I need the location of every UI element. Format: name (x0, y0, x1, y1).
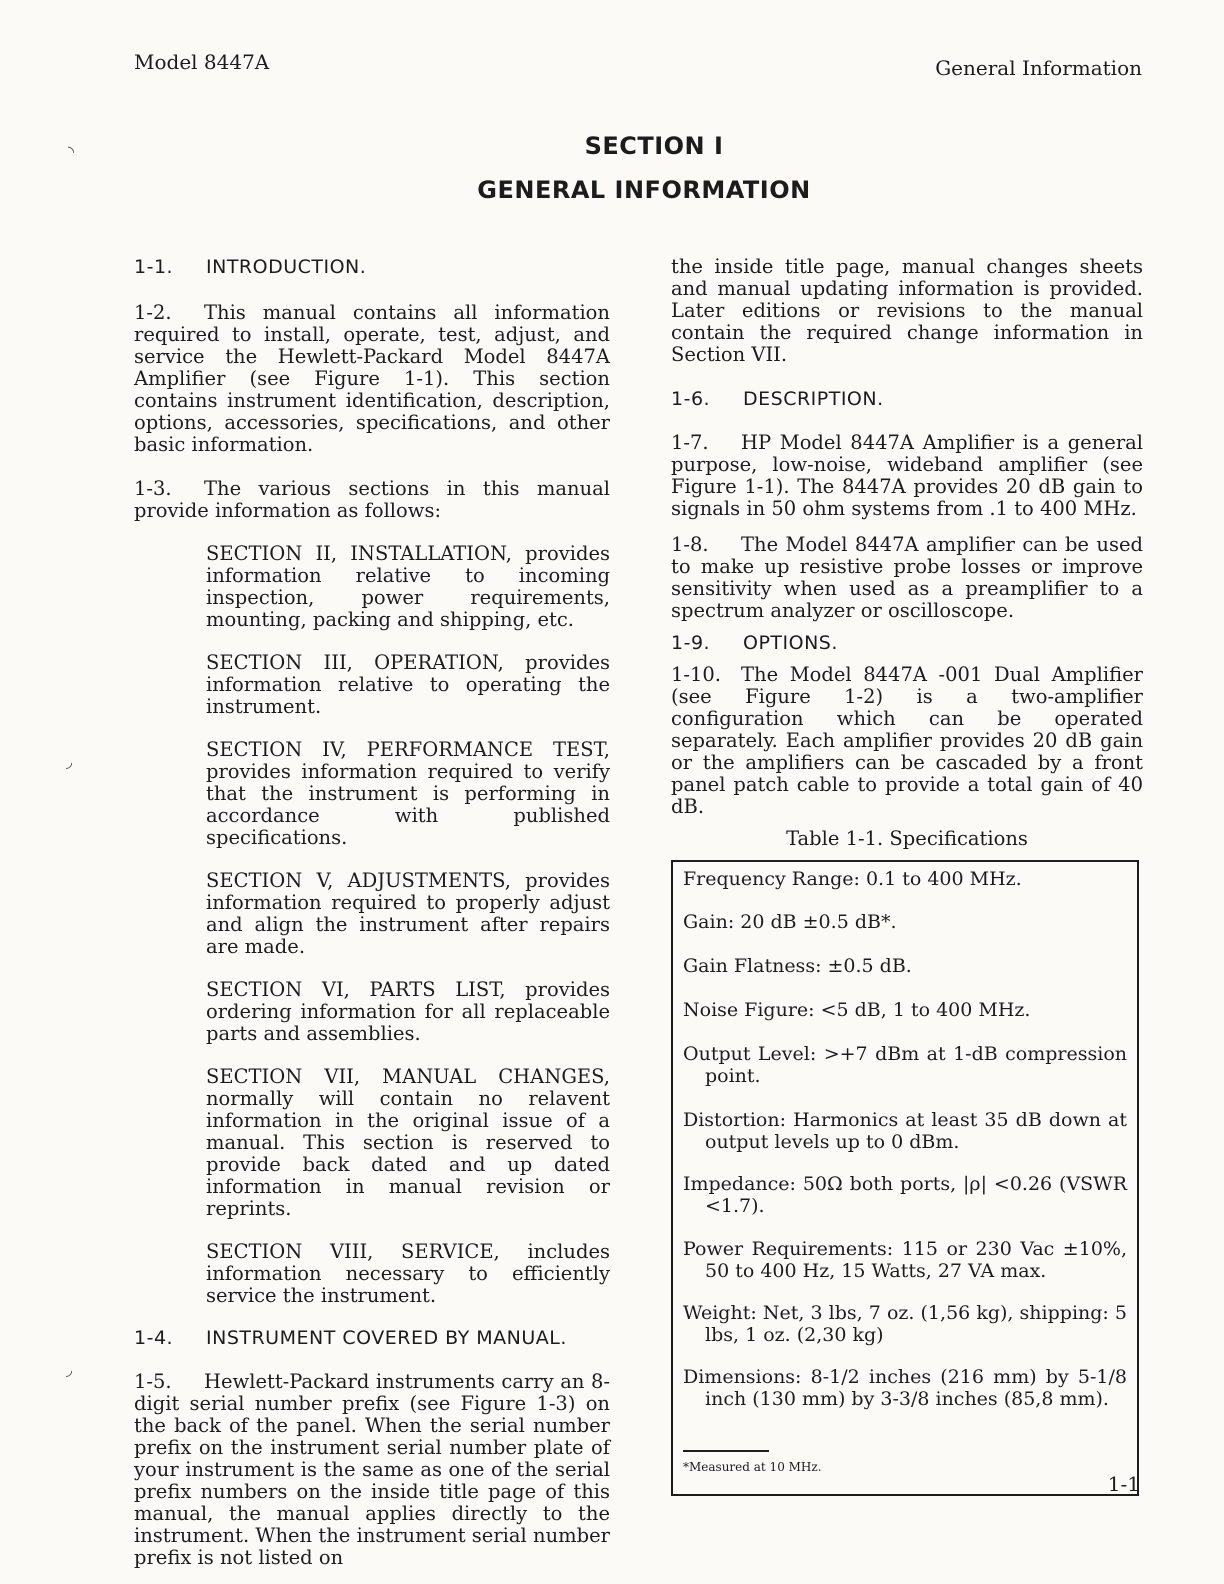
section-ii-description: SECTION II, INSTALLATION, provides information relative to incoming inspection, power requirements, mounting, packing and shipping, etc. (206, 542, 610, 631)
spec-frequency-range: Frequency Range: 0.1 to 400 MHz. (683, 868, 1022, 890)
spec-noise-figure: Noise Figure: <5 dB, 1 to 400 MHz. (683, 999, 1031, 1021)
spec-gain-flatness: Gain Flatness: ±0.5 dB. (683, 955, 912, 977)
paragraph-1-8: 1-8. The Model 8447A amplifier can be used to make up resistive probe losses or improve sensitivity when used as a preamplifier to a spectrum analyzer or oscilloscope. (671, 533, 1143, 622)
left-column (134, 256, 610, 1569)
paragraph-1-3: 1-3. The various sections in this manual provide information as follows: (134, 477, 610, 522)
spec-dimensions: Dimensions: 8-1/2 inches (216 mm) by 5-1/8 inch (130 mm) by 3-3/8 inches (85,8 mm). (683, 1366, 1127, 1410)
paragraph-1-5: 1-5. Hewlett-Packard instruments carry an 8-digit serial number prefix (see Figure 1-3) on the back of the panel. When the serial number prefix on the instrument serial number plate of your instrument is the same as one of the serial prefix numbers on the inside title page of this manual, the manual applies directly to the instrument. When the instrument serial number prefix is not listed on (134, 1370, 610, 1569)
spec-gain: Gain: 20 dB ±0.5 dB*. (683, 911, 897, 933)
paragraph-1-7: 1-7. HP Model 8447A Amplifier is a general purpose, low-noise, wideband amplifier (see Figure 1-1). The 8447A provides 20 dB gain to signals in 50 ohm systems from .1 to 400 MHz. (671, 431, 1143, 520)
heading-instrument-covered: 1-4. INSTRUMENT COVERED BY MANUAL. (134, 1327, 567, 1349)
paragraph-1-2: 1-2. This manual contains all information required to install, operate, test, adjust, and service the Hewlett-Packard Model 8447A Amplifier (see Figure 1-1). This section contains instrument identification, description, options, accessories, specifications, and other basic information. (134, 301, 610, 456)
paragraph-1-5-continued: the inside title page, manual changes sheets and manual updating information is provided. Later editions or revisions to the manual contain the required change information in Section VII. (671, 255, 1143, 366)
table-caption: Table 1-1. Specifications (786, 827, 1028, 850)
section-iii-description: SECTION III, OPERATION, provides information relative to operating the instrument. (206, 651, 610, 718)
header-section-name: General Information (935, 56, 1142, 80)
section-number-title: SECTION I (584, 132, 724, 160)
page-number: 1-1 (1107, 1472, 1140, 1496)
binder-hole-mark: ◞ (66, 1360, 73, 1379)
section-v-description: SECTION V, ADJUSTMENTS, provides information required to properly adjust and align the instrument after repairs are made. (206, 869, 610, 958)
spec-impedance: Impedance: 50Ω both ports, |ρ| <0.26 (VSWR <1.7). (683, 1173, 1127, 1217)
section-vi-description: SECTION VI, PARTS LIST, provides ordering information for all replaceable parts and assemblies. (206, 978, 610, 1045)
table-footnote: *Measured at 10 MHz. (683, 1460, 822, 1474)
header-model: Model 8447A (134, 50, 270, 74)
binder-hole-mark: ◝ (68, 142, 75, 161)
footnote-rule (683, 1450, 769, 1452)
section-viii-description: SECTION VIII, SERVICE, includes information necessary to efficiently service the instrument. (206, 1240, 610, 1307)
spec-power-requirements: Power Requirements: 115 or 230 Vac ±10%, 50 to 400 Hz, 15 Watts, 27 VA max. (683, 1238, 1127, 1282)
paragraph-1-10: 1-10. The Model 8447A -001 Dual Amplifier (see Figure 1-2) is a two-amplifier configuration which can be operated separately. Each amplifier provides 20 dB gain or the amplifiers can be cascaded by a front panel patch cable to provide a total gain of 40 dB. (671, 663, 1143, 818)
section-iv-description: SECTION IV, PERFORMANCE TEST, provides information required to verify that the instrument is performing in accordance with published specifications. (206, 738, 610, 849)
heading-introduction: 1-1. INTRODUCTION. (134, 256, 367, 278)
heading-description: 1-6. DESCRIPTION. (671, 388, 884, 410)
spec-weight: Weight: Net, 3 lbs, 7 oz. (1,56 kg), shipping: 5 lbs, 1 oz. (2,30 kg) (683, 1302, 1127, 1346)
section-vii-description: SECTION VII, MANUAL CHANGES, normally will contain no relavent information in the original issue of a manual. This section is reserved to provide back dated and up dated information in manual revision or reprints. (206, 1065, 610, 1220)
spec-output-level: Output Level: >+7 dBm at 1-dB compression point. (683, 1043, 1127, 1087)
spec-distortion: Distortion: Harmonics at least 35 dB down at output levels up to 0 dBm. (683, 1109, 1127, 1153)
right-column (671, 256, 1143, 1496)
specifications-table (671, 860, 1139, 1496)
heading-options: 1-9. OPTIONS. (671, 632, 838, 654)
section-title: GENERAL INFORMATION (477, 176, 811, 204)
binder-hole-mark: ◞ (66, 752, 73, 771)
